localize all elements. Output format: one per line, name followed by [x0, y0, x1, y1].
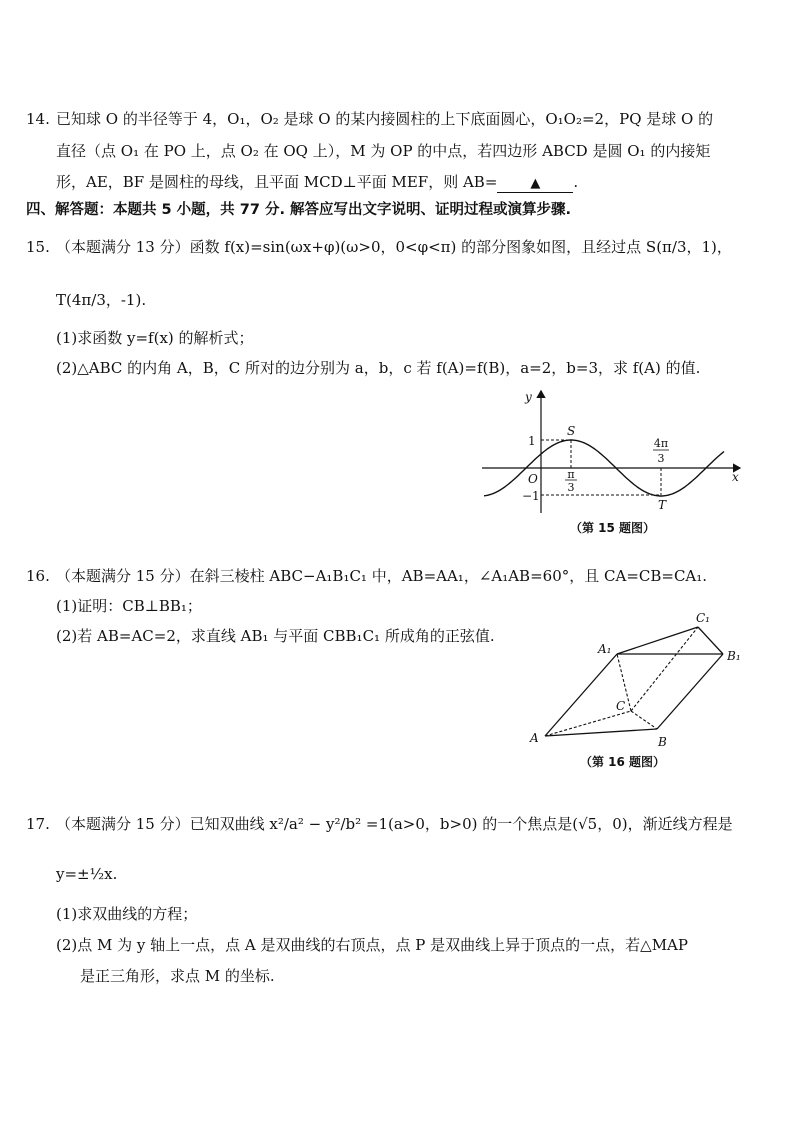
answer-blank: ▲: [497, 176, 573, 193]
q14-number: 14.: [26, 110, 50, 128]
q16-line1: （本题满分 15 分）在斜三棱柱 ABC−A₁B₁C₁ 中，AB=AA₁，∠A₁AB=60°，且 CA=CB=CA₁.: [56, 567, 708, 585]
q16-part1: (1)证明：CB⊥BB₁；: [56, 597, 202, 615]
label-y: y: [525, 390, 532, 404]
figure-15-caption: （第 15 题图）: [570, 521, 656, 535]
q15-line1: （本题满分 13 分）函数 f(x)=sin(ωx+φ)(ω>0，0<φ<π) 的部分图象如图，且经过点 S(π/3，1)，: [56, 238, 732, 256]
q17-line1: （本题满分 15 分）已知双曲线 x²/a² − y²/b² =1(a>0，b>0) 的一个焦点是(√5，0)，渐近线方程是: [56, 815, 733, 833]
section-heading: 四、解答题：本题共 5 小题，共 77 分. 解答应写出文字说明、证明过程或演算步骤.: [26, 202, 572, 218]
q14-line1: 已知球 O 的半径等于 4，O₁，O₂ 是球 O 的某内接圆柱的上下底面圆心，O₁O₂=2，PQ 是球 O 的: [56, 110, 714, 128]
edge-a-b: [545, 729, 657, 736]
vertex-label-c: C: [616, 699, 626, 713]
edge-a-c: [545, 711, 631, 736]
edge-a-a1: [545, 654, 617, 736]
edge-c-b: [631, 711, 657, 729]
q17-line2: y=±½x.: [56, 865, 118, 883]
vertex-label-b1: B₁: [727, 649, 741, 663]
q14-line3-prefix: 形，AE，BF 是圆柱的母线，且平面 MCD⊥平面 MEF，则 AB=: [56, 173, 498, 191]
figure-16-prism: [520, 605, 750, 755]
q15-line2: T(4π/3，-1).: [56, 291, 147, 309]
figure-16-caption: （第 16 题图）: [580, 755, 666, 769]
q16-part2: (2)若 AB=AC=2，求直线 AB₁ 与平面 CBB₁C₁ 所成角的正弦值.: [56, 627, 495, 645]
label-4pi-over-3-numerator: 4π: [653, 437, 669, 450]
q16-number: 16.: [26, 567, 50, 585]
q17-part1: (1)求双曲线的方程；: [56, 905, 198, 923]
edge-a1-c1: [617, 627, 698, 654]
q17-part2-line1: (2)点 M 为 y 轴上一点，点 A 是双曲线的右顶点，点 P 是双曲线上异于顶点的一点，若△MAP: [56, 936, 688, 954]
label-origin: O: [528, 472, 538, 486]
vertex-label-b: B: [658, 735, 667, 749]
q15-part2: (2)△ABC 的内角 A，B，C 所对的边分别为 a，b，c 若 f(A)=f(B)，a=2，b=3，求 f(A) 的值.: [56, 359, 701, 377]
label-t: T: [658, 498, 667, 512]
label-pi-over-3-numerator: π: [567, 468, 575, 481]
edge-c-c1: [631, 627, 698, 711]
vertex-label-a1: A₁: [598, 642, 612, 656]
label-neg-one: −1: [522, 489, 540, 503]
q15-number: 15.: [26, 238, 50, 256]
figure-15-sine-graph: [470, 385, 760, 525]
label-s: S: [567, 424, 576, 438]
label-one: 1: [528, 434, 536, 448]
q17-part2-line2: 是正三角形，求点 M 的坐标.: [80, 967, 275, 985]
vertex-label-a: A: [530, 731, 539, 745]
q17-number: 17.: [26, 815, 50, 833]
q14-line3-suffix: .: [573, 173, 579, 191]
q14-line2: 直径（点 O₁ 在 PO 上，点 O₂ 在 OQ 上），M 为 OP 的中点，若四边形 ABCD 是圆 O₁ 的内接矩: [56, 142, 711, 160]
label-x: x: [732, 470, 739, 484]
edge-b-b1: [657, 654, 723, 729]
q14-line3: [56, 172, 578, 193]
edge-c1-b1: [698, 627, 723, 654]
vertex-label-c1: C₁: [696, 611, 710, 625]
label-pi-over-3-denominator: 3: [567, 481, 575, 494]
q15-part1: (1)求函数 y=f(x) 的解析式；: [56, 329, 254, 347]
label-4pi-over-3-denominator: 3: [657, 452, 665, 465]
